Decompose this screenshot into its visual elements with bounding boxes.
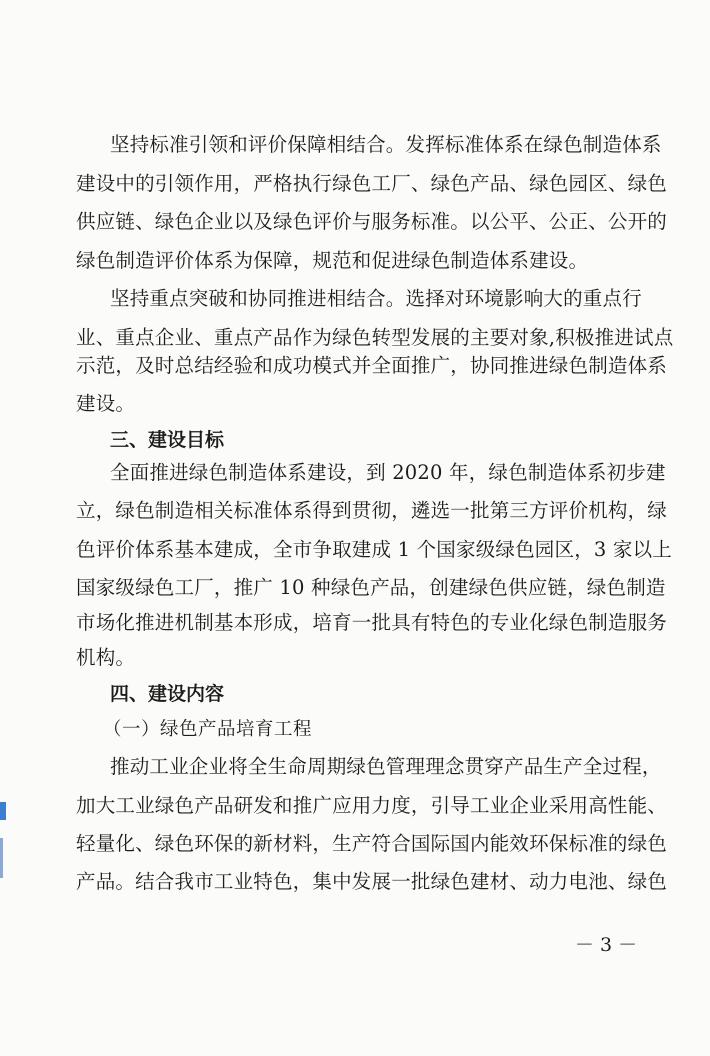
paragraph-line: 国家级绿色工厂，推广 10 种绿色产品，创建绿色供应链，绿色制造 xyxy=(76,576,666,599)
section-heading-content: 四、建设内容 xyxy=(110,683,225,705)
paragraph-line: 绿色制造评价体系为保障，规范和促进绿色制造体系建设。 xyxy=(76,249,589,272)
paragraph-line: 建设中的引领作用，严格执行绿色工厂、绿色产品、绿色园区、绿色 xyxy=(76,172,668,195)
subsection-heading: （一）绿色产品培育工程 xyxy=(103,719,313,740)
paragraph-line: 市场化推进机制基本形成，培育一批具有特色的专业化绿色制造服务 xyxy=(76,611,668,634)
paragraph-line: 加大工业绿色产品研发和推广应用力度，引导工业企业采用高性能、 xyxy=(76,794,668,817)
page-number: － 3 － xyxy=(575,934,638,956)
paragraph-line: 立，绿色制造相关标准体系得到贯彻，遴选一批第三方评价机构，绿 xyxy=(76,499,668,522)
scan-edge-mark xyxy=(0,802,6,820)
paragraph-line: 建设。 xyxy=(76,392,136,415)
paragraph-line: 机构。 xyxy=(76,646,136,669)
paragraph-line: 产品。结合我市工业特色，集中发展一批绿色建材、动力电池、绿色 xyxy=(76,870,668,893)
paragraph-line: 推动工业企业将全生命周期绿色管理理念贯穿产品生产全过程， xyxy=(110,755,662,778)
paragraph-line: 示范，及时总结经验和成功模式并全面推广，协同推进绿色制造体系 xyxy=(76,354,668,377)
paragraph-line: 轻量化、绿色环保的新材料，生产符合国际国内能效环保标准的绿色 xyxy=(76,832,668,855)
paragraph-line: 业、重点企业、重点产品作为绿色转型发展的主要对象,积极推进试点 xyxy=(76,326,674,349)
paragraph-line: 供应链、绿色企业以及绿色评价与服务标准。以公平、公正、公开的 xyxy=(76,210,668,233)
scan-edge-mark xyxy=(0,838,3,878)
paragraph-line: 全面推进绿色制造体系建设，到 2020 年，绿色制造体系初步建 xyxy=(110,461,666,484)
section-heading-goals: 三、建设目标 xyxy=(110,429,225,451)
paragraph-line: 坚持重点突破和协同推进相结合。选择对环境影响大的重点行 xyxy=(110,287,642,310)
paragraph-line: 色评价体系基本建成，全市争取建成 1 个国家级绿色园区，3 家以上 xyxy=(76,538,673,561)
paragraph-line: 坚持标准引领和评价保障相结合。发挥标准体系在绿色制造体系 xyxy=(110,133,662,156)
